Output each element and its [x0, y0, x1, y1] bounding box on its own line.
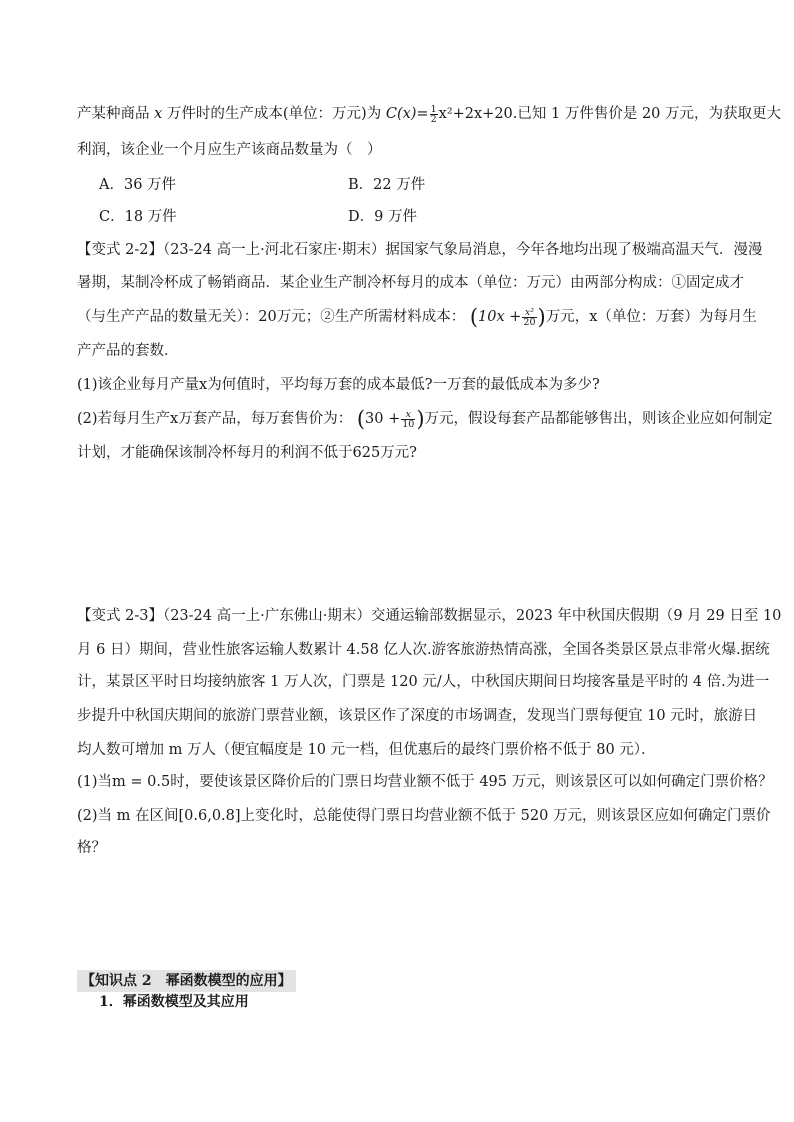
variable-x: x [154, 106, 163, 122]
problem-line: 利润，该企业一个月应生产该商品数量为（ ） [77, 142, 382, 158]
cost-function: C(x)= [385, 106, 429, 122]
problem-line: 产产品的套数． [77, 343, 179, 359]
question-2: (2)若每月生产x万套产品，每万套售价为： (30 + $\frac{x}{10}$ )万元，假设每套产品都能够售出，则该企业应如何制定 [77, 407, 773, 431]
math-expression: 10x + [478, 309, 522, 325]
option-c: C．18 万件 [99, 209, 177, 225]
problem-line [77, 103, 782, 125]
text-segment: (2)若每月生产x万套产品，每万套售价为： [77, 411, 353, 427]
problem-line: 月 6 日）期间，营业性旅客运输人数累计 4.58 亿人次.游客旅游热情高涨，全国各类景区景点非常火爆.据统 [77, 642, 770, 658]
option-b: B．22 万件 [348, 177, 426, 193]
problem-line: （与生产产品的数量无关）：20万元；②生产所需材料成本： (10x + $\frac{\text{x²}}{20}$ )万元，x（单位：万套）为每月生 [77, 305, 757, 329]
problem-line: 暑期，某制冷杯成了畅销商品．某企业生产制冷杯每月的成本（单位：万元）由两部分构成：①固定成才 [77, 275, 744, 291]
option-d: D．9 万件 [348, 209, 417, 225]
problem-line: 【变式 2-3】（23-24 高一上·广东佛山·期末）交通运输部数据显示，2023 年中秋国庆假期（9 月 29 日至 10 [77, 608, 782, 624]
section-subheading: 1．幂函数模型及其应用 [99, 994, 249, 1010]
text-segment: 万元，假设每套产品都能够售出，则该企业应如何制定 [424, 411, 773, 427]
fraction: $\frac{\text{x²}}{20}$ [523, 306, 536, 328]
option-a: A．36 万件 [99, 177, 177, 193]
section-heading: 【知识点 2 幂函数模型的应用】 [77, 970, 296, 992]
text-segment: 万件时的生产成本(单位：万元)为 [166, 106, 382, 122]
math-expression: 30 + [365, 411, 401, 427]
problem-line: 均人数可增加 m 万人（便宜幅度是 10 元一档，但优惠后的最终门票价格不低于 80 元）． [77, 742, 656, 758]
text-segment: （与生产产品的数量无关）：20万元；②生产所需材料成本： [77, 309, 466, 325]
problem-line: 步提升中秋国庆期间的旅游门票营业额，该景区作了深度的市场调查，发现当门票每便宜 10 元时，旅游日 [77, 708, 758, 724]
fraction-half: $\frac{1}{2}$ [430, 103, 437, 125]
fraction: $\frac{x}{10}$ [402, 408, 415, 430]
problem-line: 计，某景区平时日均接纳旅客 1 万人次，门票是 120 元/人，中秋国庆期间日均接客量是平时的 4 倍.为进一 [77, 674, 770, 690]
question-2-cont: 格？ [77, 840, 106, 856]
text-segment: x²+2x+20.已知 1 万件售价是 20 万元，为获取更大 [438, 106, 782, 122]
problem-line: 【变式 2-2】（23-24 高一上·河北石家庄·期末）据国家气象局消息，今年各地均出现了极端高温天气．漫漫 [77, 242, 763, 258]
question-2: (2)当 m 在区间[0.6,0.8]上变化时，总能使得门票日均营业额不低于 520 万元，则该景区应如何确定门票价 [77, 808, 771, 824]
text-segment: 产某种商品 [77, 106, 150, 122]
question-1: (1)当m = 0.5时，要使该景区降价后的门票日均营业额不低于 495 万元，则该景区可以如何确定门票价格？ [77, 774, 773, 790]
question-1: (1)该企业每月产量x为何值时，平均每万套的成本最低?一万套的最低成本为多少? [77, 377, 600, 393]
question-2-cont: 计划，才能确保该制冷杯每月的利润不低于625万元? [77, 445, 417, 461]
text-segment: 万元，x（单位：万套）为每月生 [545, 309, 757, 325]
